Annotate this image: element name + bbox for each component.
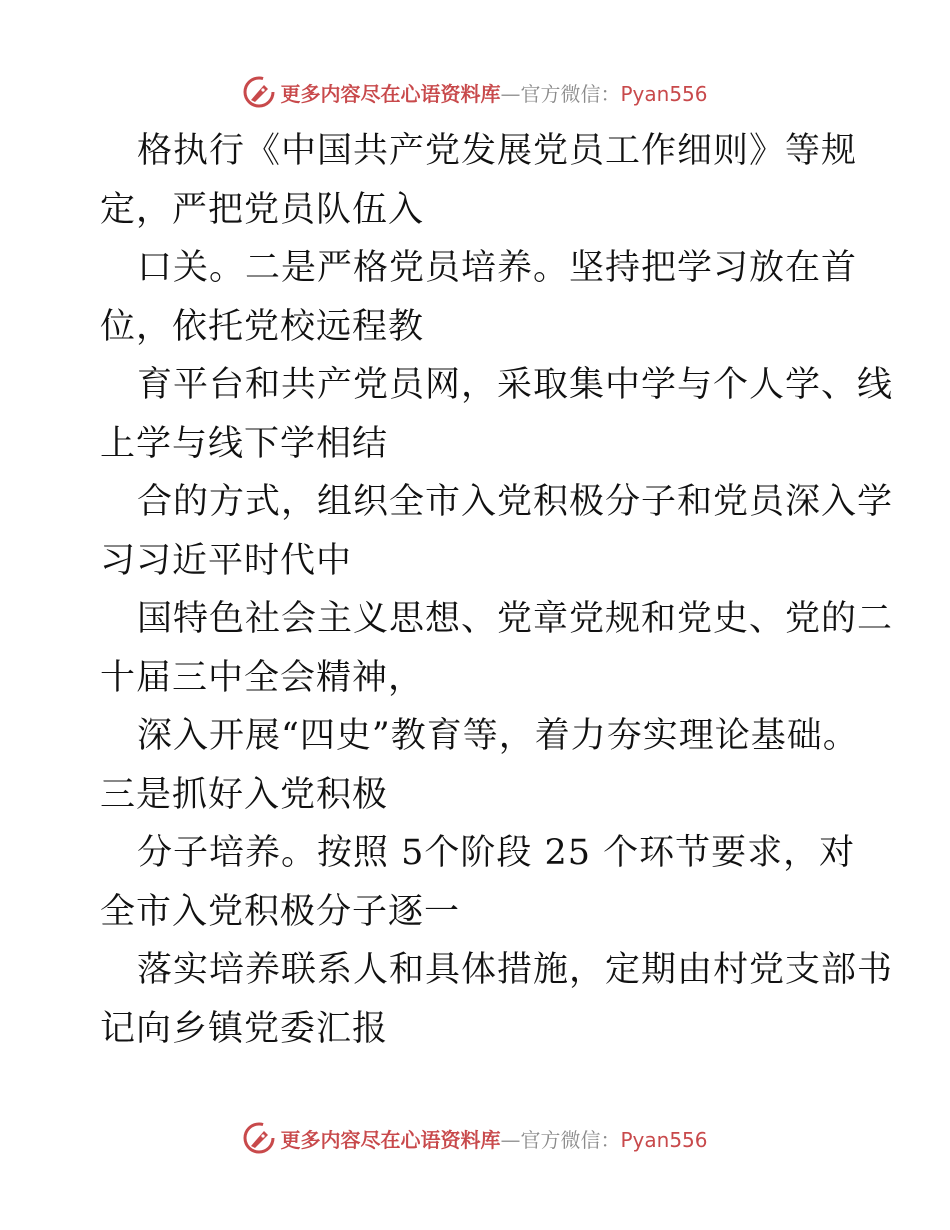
body-line: 格执行《中国共产党发展党员工作细则》等规 (137, 131, 858, 171)
footer-dash: — (500, 1127, 521, 1152)
header-banner (0, 72, 950, 112)
body-line: 记向乡镇党委汇报 (100, 1008, 389, 1049)
body-line: 三是抓好入党积极 (100, 774, 389, 815)
body-line: 定，严把党员队伍入 (100, 189, 425, 230)
pen-nib-circle-logo-icon (242, 75, 276, 109)
footer-slogan: 更多内容尽在心语资料库 (280, 1127, 501, 1152)
body-line: 上学与线下学相结 (100, 423, 389, 464)
body-line: 位，依托党校远程教 (100, 306, 425, 347)
header-account: Pyan556 (620, 81, 708, 106)
body-line: 落实培养联系人和具体措施，定期由村党支部书 (137, 950, 894, 990)
header-slogan: 更多内容尽在心语资料库 (280, 81, 501, 106)
footer-account: Pyan556 (620, 1127, 708, 1152)
body-line: 口关。二是严格党员培养。坚持把学习放在首 (137, 248, 858, 288)
body-line: 全市入党积极分子逐一 (100, 891, 461, 932)
body-line: 深入开展“四史”教育等，着力夯实理论基础。 (137, 716, 859, 756)
body-line: 育平台和共产党员网，采取集中学与个人学、线 (137, 365, 894, 405)
body-line: 习习近平时代中 (100, 540, 353, 581)
body-line: 国特色社会主义思想、党章党规和党史、党的二 (137, 599, 894, 639)
body-line: 十届三中全会精神， (100, 657, 425, 698)
header-dash: — (500, 81, 521, 106)
footer-wechat-label: 官方微信： (520, 1127, 621, 1152)
header-wechat-label: 官方微信： (520, 81, 621, 106)
footer-text (280, 1124, 707, 1153)
body-line: 合的方式，组织全市入党积极分子和党员深入学 (137, 482, 894, 522)
document-body (100, 122, 894, 1058)
footer-banner (0, 1118, 950, 1158)
body-line: 分子培养。按照 5个阶段 25 个环节要求，对 (137, 833, 856, 873)
header-text (280, 78, 707, 107)
pen-nib-circle-logo-icon (242, 1121, 276, 1155)
